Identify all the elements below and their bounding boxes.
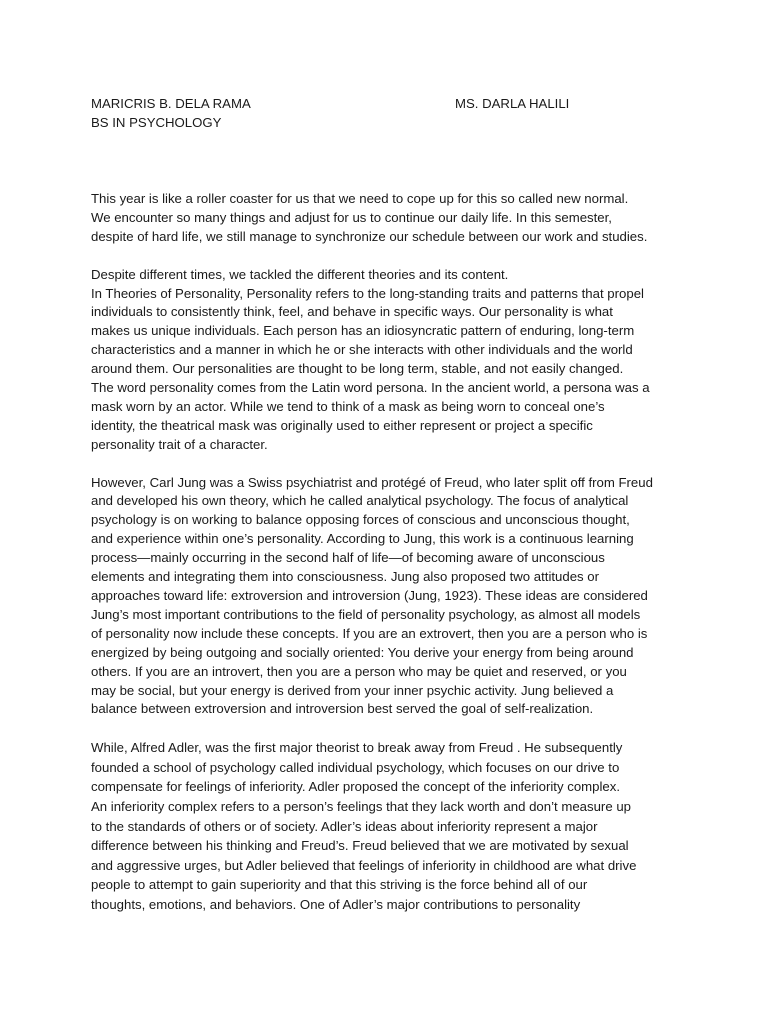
text-line: individuals to consistently think, feel, and behave in specific ways. Our personality is what [91, 304, 613, 320]
header-row-program [91, 113, 691, 132]
text-line: balance between extroversion and introversion best served the goal of self-realization. [91, 701, 594, 717]
text-line: psychology is on working to balance opposing forces of conscious and unconscious thought, [91, 512, 630, 528]
text-line: despite of hard life, we still manage to synchronize our schedule between our work and studies. [91, 228, 648, 244]
text-line: others. If you are an introvert, then you are a person who may be quiet and reserved, or you [91, 663, 627, 679]
text-line: and aggressive urges, but Adler believed that feelings of inferiority in childhood are what drive [91, 857, 637, 873]
text-line: personality trait of a character. [91, 436, 268, 452]
document-header [91, 94, 691, 132]
text-line: An inferiority complex refers to a person’s feelings that they lack worth and don’t measure up [91, 799, 631, 815]
text-line: Despite different times, we tackled the different theories and its content. [91, 266, 509, 282]
text-line: elements and integrating them into consciousness. Jung also proposed two attitudes or [91, 569, 600, 585]
text-line: founded a school of psychology called individual psychology, which focuses on our drive to [91, 759, 620, 775]
text-line: We encounter so many things and adjust for us to continue our daily life. In this semester, [91, 209, 612, 225]
text-line: compensate for feelings of inferiority. Adler proposed the concept of the inferiority complex. [91, 779, 620, 795]
paragraph-jung [91, 474, 691, 720]
text-line: people to attempt to gain superiority and that this striving is the force behind all of our [91, 877, 588, 893]
document-body [91, 190, 691, 933]
text-line: makes us unique individuals. Each person has an idiosyncratic pattern of enduring, long-term [91, 323, 635, 339]
text-line: and experience within one’s personality. According to Jung, this work is a continuous learning [91, 531, 634, 547]
text-line: Jung’s most important contributions to the field of personality psychology, as almost all models [91, 606, 641, 622]
text-line: and developed his own theory, which he called analytical psychology. The focus of analytical [91, 493, 629, 509]
text-line: This year is like a roller coaster for us that we need to cope up for this so called new normal. [91, 191, 629, 206]
text-line: may be social, but your energy is derived from your inner psychic activity. Jung believed a [91, 682, 614, 698]
paragraph-adler [91, 738, 691, 914]
text-line: However, Carl Jung was a Swiss psychiatrist and protégé of Freud, who later split off from Freud [91, 474, 653, 490]
text-line: process—mainly occurring in the second half of life—of becoming aware of unconscious [91, 550, 605, 566]
text-line: identity, the theatrical mask was originally used to either represent or project a specific [91, 417, 593, 433]
text-line: characteristics and a manner in which he or she interacts with other individuals and the world [91, 342, 633, 358]
text-line: mask worn by an actor. While we tend to think of a mask as being worn to conceal one’s [91, 398, 605, 414]
paragraph-intro [91, 190, 691, 247]
text-line: of personality now include these concepts. If you are an extrovert, then you are a person who is [91, 625, 648, 641]
paragraph-personality-definition [91, 285, 691, 455]
text-line: to the standards of others or of society. Adler’s ideas about inferiority represent a major [91, 818, 598, 834]
text-line: The word personality comes from the Latin word persona. In the ancient world, a persona was a [91, 380, 650, 396]
text-line: energized by being outgoing and socially oriented: You derive your energy from being around [91, 644, 634, 660]
text-line: approaches toward life: extroversion and introversion (Jung, 1923). These ideas are considered [91, 588, 648, 603]
instructor-name: MS. DARLA HALILI [455, 96, 570, 111]
text-line: difference between his thinking and Freud’s. Freud believed that we are motivated by sexual [91, 838, 629, 854]
paragraph-theories-intro [91, 266, 691, 285]
text-line: around them. Our personalities are thought to be long term, stable, and not easily changed. [91, 361, 624, 377]
text-line: thoughts, emotions, and behaviors. One of Adler’s major contributions to personality [91, 896, 581, 912]
text-line: While, Alfred Adler, was the first major theorist to break away from Freud . He subsequently [91, 740, 623, 756]
student-name: MARICRIS B. DELA RAMA [91, 96, 251, 111]
header-row-names [91, 94, 691, 113]
program-name: BS IN PSYCHOLOGY [91, 115, 222, 130]
text-line: In Theories of Personality, Personality refers to the long-standing traits and patterns that propel [91, 285, 644, 301]
